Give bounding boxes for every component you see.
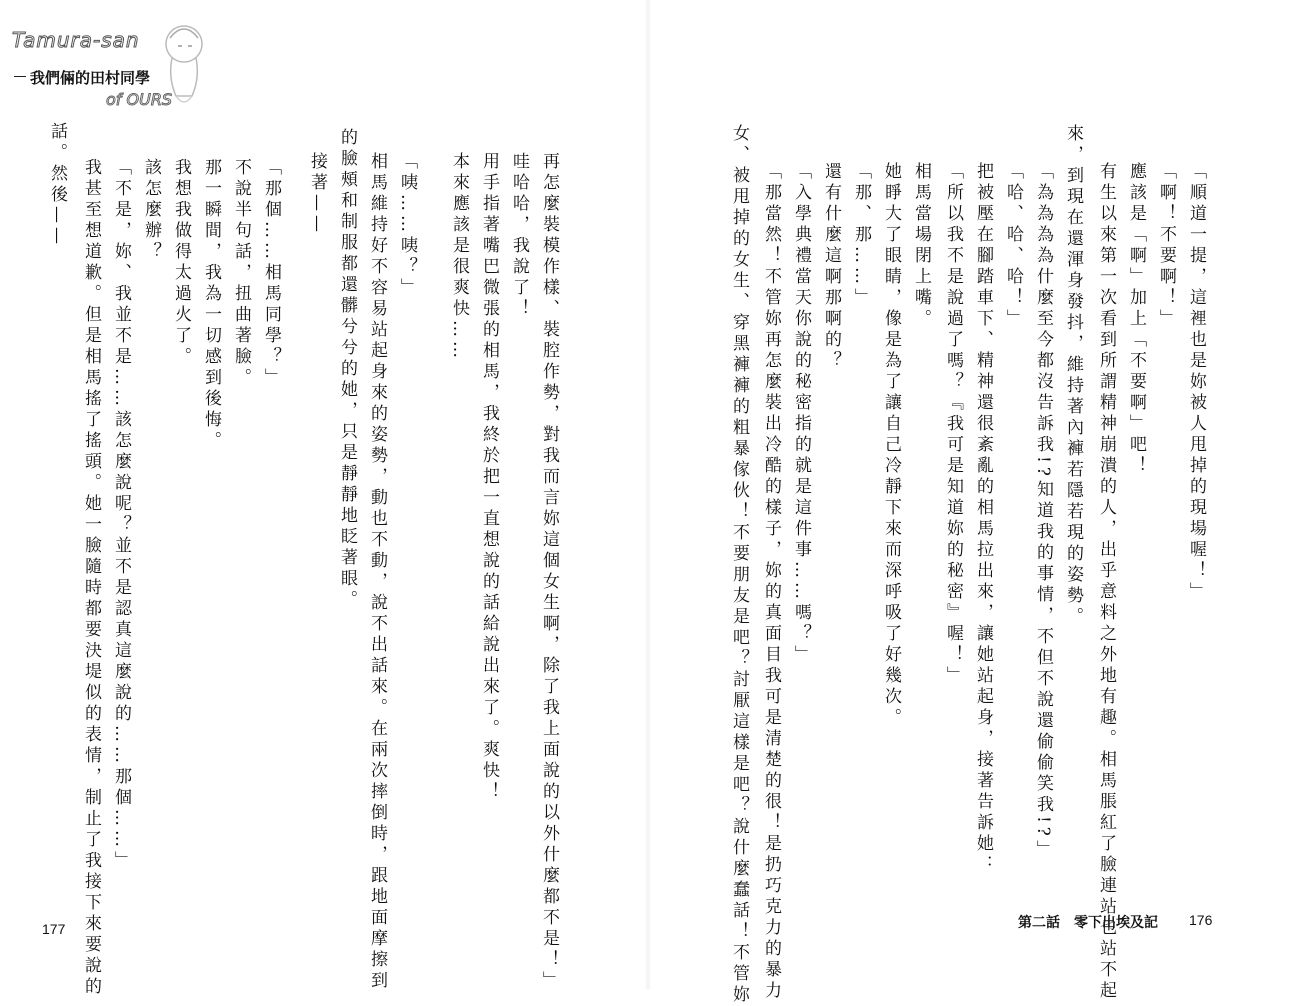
text-column: 用手指著嘴巴微張的相馬，我終於把一直想說的話給說出來了。爽快！ [479,152,499,803]
text-column: 「咦……咦？」 [397,152,417,299]
logo-english-subtitle: of OURS [106,90,173,109]
text-column: 相馬維持好不容易站起身來的姿勢，動也不動，說不出話來。在兩次摔倒時，跟地面摩擦到 [367,152,387,992]
chapter-title: 第二話 零下出埃及記 [1018,915,1158,931]
text-column: 相馬當場閉上嘴。 [911,162,931,330]
text-column: 「不是，妳、我並不是……該怎麼說呢？並不是認真這麼說的……那個……」 [111,158,131,872]
logo-chinese-title: 我們倆的田村同學 [26,67,154,88]
text-column: 該怎麼辦？ [141,158,161,263]
character-sketch-icon [158,18,208,110]
page-gutter [645,0,651,989]
text-column: 再怎麼裝模作樣、裝腔作勢，對我而言妳這個女生啊，除了我上面說的以外什麼都不是！」 [539,152,559,992]
series-logo [8,18,208,113]
text-column: 話。然後—— [47,122,67,248]
text-column: 應該是「啊」加上「不要啊」吧！ [1126,162,1146,477]
text-column: 我甚至想道歉。但是相馬搖了搖頭。她一臉隨時都要決堤似的表情，制止了我接下來要說的 [81,158,101,998]
text-column: 「那、那……」 [851,162,871,309]
text-column: 「哈、哈、哈！」 [1003,162,1023,330]
text-column: 她睜大了眼睛，像是為了讓自己冷靜下來而深呼吸了好幾次。 [881,162,901,729]
text-column: 把被壓在腳踏車下、精神還很紊亂的相馬拉出來，讓她站起身，接著告訴她： [973,162,993,876]
text-column: 不說半句話，扭曲著臉。 [231,158,251,389]
text-column: 有生以來第一次看到所謂精神崩潰的人，出乎意料之外地有趣。相馬脹紅了臉連站也站不起 [1096,162,1116,1002]
text-column: 那一瞬間，我為一切感到後悔。 [201,158,221,452]
text-column: 「入學典禮當天你說的秘密指的就是這件事……嗎？」 [791,162,811,666]
text-column: 「順道一提，這裡也是妳被人甩掉的現場喔！」 [1186,162,1206,603]
text-column: 來，到現在還渾身發抖，維持著內褲若隱若現的姿勢。 [1063,124,1083,628]
text-column: 我想我做得太過火了。 [171,158,191,368]
text-column: 哇哈哈，我說了！ [509,152,529,320]
text-column: 「那當然！不管妳再怎麼裝出冷酷的樣子，妳的真面目我可是清楚的很！是扔巧克力的暴力 [761,162,781,1002]
logo-english-title: Tamura-san [12,28,140,52]
text-column: 「為為為為什麼至今都沒告訴我!?知道我的事情，不但不說還偷偷笑我!?」 [1033,162,1053,861]
text-column: 還有什麼這啊那啊的？ [821,162,841,372]
text-column: 的臉頰和制服都還髒兮兮的她，只是靜靜地眨著眼。 [337,128,357,611]
page-number-left: 177 [42,921,66,937]
text-column: 本來應該是很爽快…… [449,152,469,362]
page-number-right: 176 [1189,912,1213,928]
text-column: 「那個……相馬同學？」 [261,158,281,389]
text-column: 接著—— [307,152,327,236]
text-column: 「所以我不是說過了嗎？『我可是知道妳的秘密』喔！」 [943,162,963,687]
text-column: 「啊！不要啊！」 [1156,162,1176,330]
text-column: 女、被甩掉的女生、穿黑褲褲的粗暴傢伙！不要朋友是吧？討厭這樣是吧？說什麼蠢話！不管妳 [729,124,749,1006]
